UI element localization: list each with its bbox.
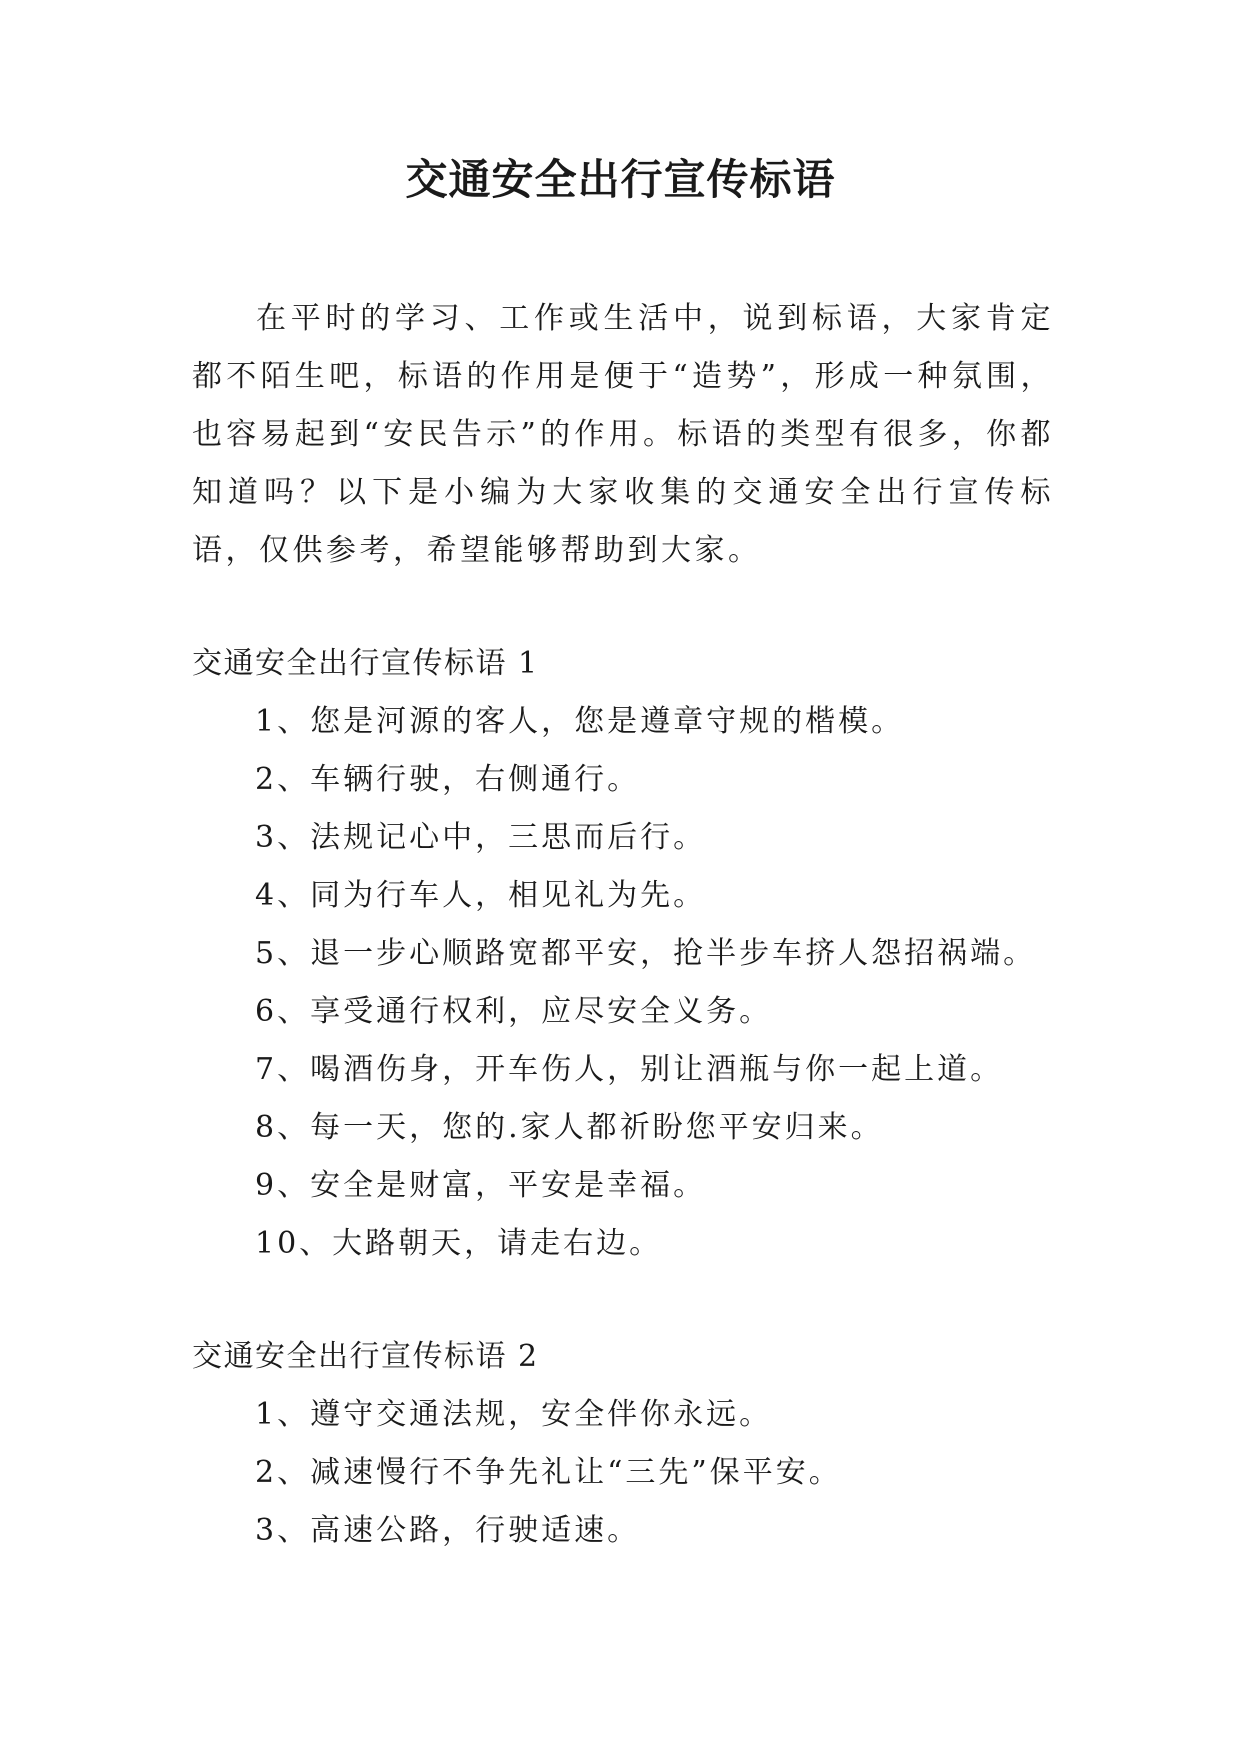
slogan-list — [192, 693, 1072, 1273]
section-heading: 交通安全出行宣传标语 2 — [192, 1339, 539, 1374]
page-title: 交通安全出行宣传标语 — [405, 155, 836, 204]
slogan-item: 7、喝酒伤身，开车伤人，别让酒瓶与你一起上道。 — [255, 1052, 1004, 1087]
slogan-section-2 — [192, 1328, 1072, 1560]
slogan-item: 6、享受通行权利，应尽安全义务。 — [255, 994, 773, 1029]
slogan-item: 1、遵守交通法规，安全伴你永远。 — [255, 1397, 773, 1432]
slogan-item: 3、高速公路，行驶适速。 — [255, 1513, 641, 1548]
intro-paragraph: 在平时的学习、工作或生活中，说到标语，大家肯定都不陌生吧，标语的作用是便于“造势”，形成一种氛围，也容易起到“安民告示”的作用。标语的类型有很多，你都知道吗？以下是小编为大家收集的交通安全出行宣传标语，仅供参考，希望能够帮助到大家。 — [192, 301, 1054, 568]
slogan-item: 10、大路朝天，请走右边。 — [255, 1226, 663, 1261]
slogan-item: 9、安全是财富，平安是幸福。 — [255, 1168, 707, 1203]
slogan-item: 2、车辆行驶，右侧通行。 — [255, 762, 641, 797]
slogan-section-1 — [192, 635, 1072, 1273]
slogan-item: 2、减速慢行不争先礼让“三先”保平安。 — [255, 1455, 842, 1490]
slogan-item: 3、法规记心中，三思而后行。 — [255, 820, 707, 855]
slogan-item: 4、同为行车人，相见礼为先。 — [255, 878, 707, 913]
slogan-list — [192, 1386, 1072, 1560]
section-heading: 交通安全出行宣传标语 1 — [192, 646, 539, 681]
slogan-item: 8、每一天，您的.家人都祈盼您平安归来。 — [255, 1110, 884, 1145]
slogan-item: 5、退一步心顺路宽都平安，抢半步车挤人怨招祸端。 — [255, 936, 1037, 971]
slogan-item: 1、您是河源的客人，您是遵章守规的楷模。 — [255, 704, 905, 739]
